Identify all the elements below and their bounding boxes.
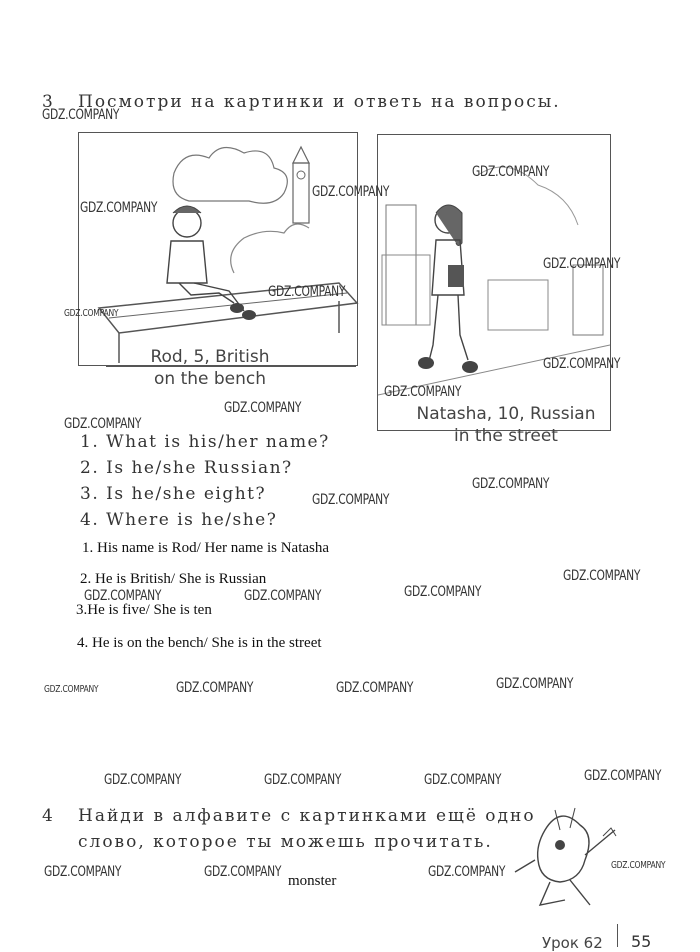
- answer-3: 3.He is five/ She is ten: [76, 602, 212, 618]
- watermark: GDZ.COMPANY: [424, 772, 502, 788]
- watermark: GDZ.COMPANY: [44, 684, 99, 695]
- caption-name-age-nationality: Natasha, 10, Russian: [416, 404, 596, 424]
- monster-illustration: [505, 800, 635, 915]
- watermark: GDZ.COMPANY: [472, 164, 550, 180]
- boy-on-bench-illustration: [79, 133, 357, 365]
- watermark: GDZ.COMPANY: [42, 107, 120, 123]
- watermark: GDZ.COMPANY: [428, 864, 506, 880]
- watermark: GDZ.COMPANY: [104, 772, 182, 788]
- watermark: GDZ.COMPANY: [204, 864, 282, 880]
- watermark: GDZ.COMPANY: [176, 680, 254, 696]
- task-3-heading: Посмотри на картинки и ответь на вопросы.: [78, 92, 561, 112]
- left-picture-caption: [130, 346, 290, 390]
- watermark: GDZ.COMPANY: [543, 256, 621, 272]
- task-4-heading-line2: слово, которое ты можешь прочитать.: [78, 832, 493, 852]
- watermark: GDZ.COMPANY: [496, 676, 574, 692]
- footer-divider: [617, 924, 618, 947]
- page-number: 55: [631, 932, 652, 951]
- picture-rod-on-bench: [78, 132, 358, 366]
- watermark: GDZ.COMPANY: [563, 568, 641, 584]
- task-4-heading-line1: Найди в алфавите с картинками ещё одно: [78, 806, 536, 826]
- watermark: GDZ.COMPANY: [64, 416, 142, 432]
- watermark: GDZ.COMPANY: [44, 864, 122, 880]
- caption-name-age-nationality: Rod, 5, British: [150, 347, 270, 367]
- watermark: GDZ.COMPANY: [384, 384, 462, 400]
- watermark: GDZ.COMPANY: [224, 400, 302, 416]
- left-picture-bottom-rule: [106, 366, 356, 367]
- watermark: GDZ.COMPANY: [268, 284, 346, 300]
- watermark: GDZ.COMPANY: [84, 588, 162, 604]
- question-2: 2. Is he/she Russian?: [80, 458, 293, 478]
- caption-location: in the street: [454, 426, 558, 446]
- question-4: 4. Where is he/she?: [80, 510, 278, 530]
- watermark: GDZ.COMPANY: [244, 588, 322, 604]
- answer-2: 2. He is British/ She is Russian: [80, 571, 267, 587]
- watermark: GDZ.COMPANY: [611, 860, 666, 871]
- watermark: GDZ.COMPANY: [64, 308, 119, 319]
- watermark: GDZ.COMPANY: [312, 184, 390, 200]
- answer-1: 1. His name is Rod/ Her name is Natasha: [82, 540, 330, 556]
- question-1: 1. What is his/her name?: [80, 432, 330, 452]
- task-3-number: 3: [42, 92, 53, 112]
- watermark: GDZ.COMPANY: [472, 476, 550, 492]
- watermark: GDZ.COMPANY: [312, 492, 390, 508]
- watermark: GDZ.COMPANY: [80, 200, 158, 216]
- watermark: GDZ.COMPANY: [584, 768, 662, 784]
- right-picture-caption: [400, 403, 612, 447]
- watermark: GDZ.COMPANY: [336, 680, 414, 696]
- caption-location: on the bench: [153, 369, 267, 389]
- lesson-label: Урок 62: [542, 934, 603, 952]
- watermark: GDZ.COMPANY: [264, 772, 342, 788]
- question-3: 3. Is he/she eight?: [80, 484, 267, 504]
- task-4-number: 4: [42, 806, 53, 826]
- watermark: GDZ.COMPANY: [543, 356, 621, 372]
- answer-4: 4. He is on the bench/ She is in the street: [77, 635, 322, 651]
- task-4-answer: monster: [288, 873, 337, 889]
- watermark: GDZ.COMPANY: [404, 584, 482, 600]
